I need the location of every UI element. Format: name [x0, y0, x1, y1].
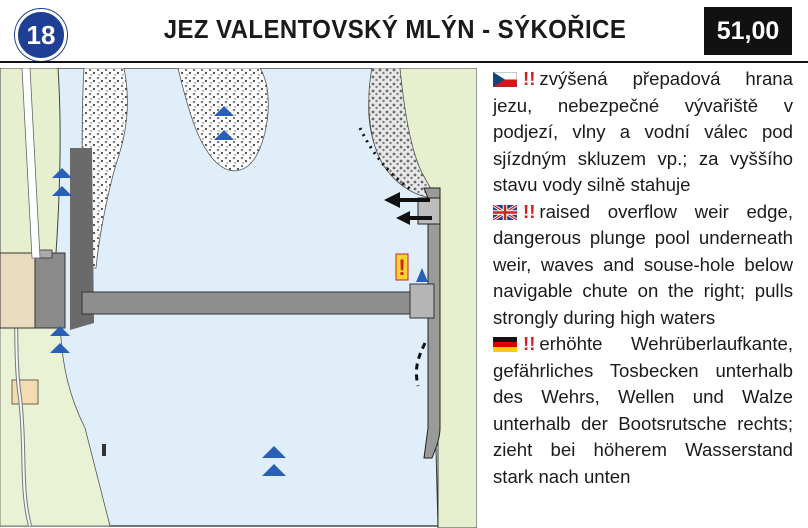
description-cz — [493, 66, 793, 199]
description-text-de: erhöhte Wehrüberlaufkante, gefährliches Tosbecken unterhalb des Wehrs, Wellen und Walze unterhalb der Bootsrutsche rechts; zieht bei höherem Wasserstand stark nach unten — [493, 333, 793, 487]
page-title: JEZ VALENTOVSKÝ MLÝN - SÝKOŘICE — [163, 14, 627, 44]
czech-flag-icon — [493, 72, 517, 87]
description-text-cz: zvýšená přepadová hrana jezu, nebezpečné vývařiště v podjezí, vlny a vodní válec pod sjízdným skluzem vp.; za vyššího stavu vody silně stahuje — [493, 68, 793, 195]
german-flag-icon — [493, 337, 517, 352]
description-en — [493, 199, 793, 332]
weir-crest — [82, 292, 434, 314]
weir-end — [410, 284, 434, 318]
description-de — [493, 331, 793, 490]
header-rule — [0, 61, 808, 63]
mooring-pole — [102, 444, 106, 456]
building-1 — [12, 380, 38, 404]
description-text-en: raised overflow weir edge, dangerous plunge pool underneath weir, waves and souse-hole below navigable chute on the right; pulls strongly during high waters — [493, 200, 793, 328]
warning-sign-cz: !! — [523, 68, 536, 89]
warning-marker: ! — [398, 255, 406, 280]
warning-sign-en: !! — [523, 200, 536, 222]
page-header — [0, 0, 808, 64]
left-weir-structure — [35, 253, 65, 328]
weir-map — [0, 68, 477, 528]
warning-sign-de: !! — [523, 333, 536, 354]
section-number-badge: 18 — [15, 9, 67, 61]
uk-flag-icon — [493, 205, 517, 220]
warning-description — [493, 66, 793, 490]
river-km-badge: 51,00 — [704, 7, 792, 55]
